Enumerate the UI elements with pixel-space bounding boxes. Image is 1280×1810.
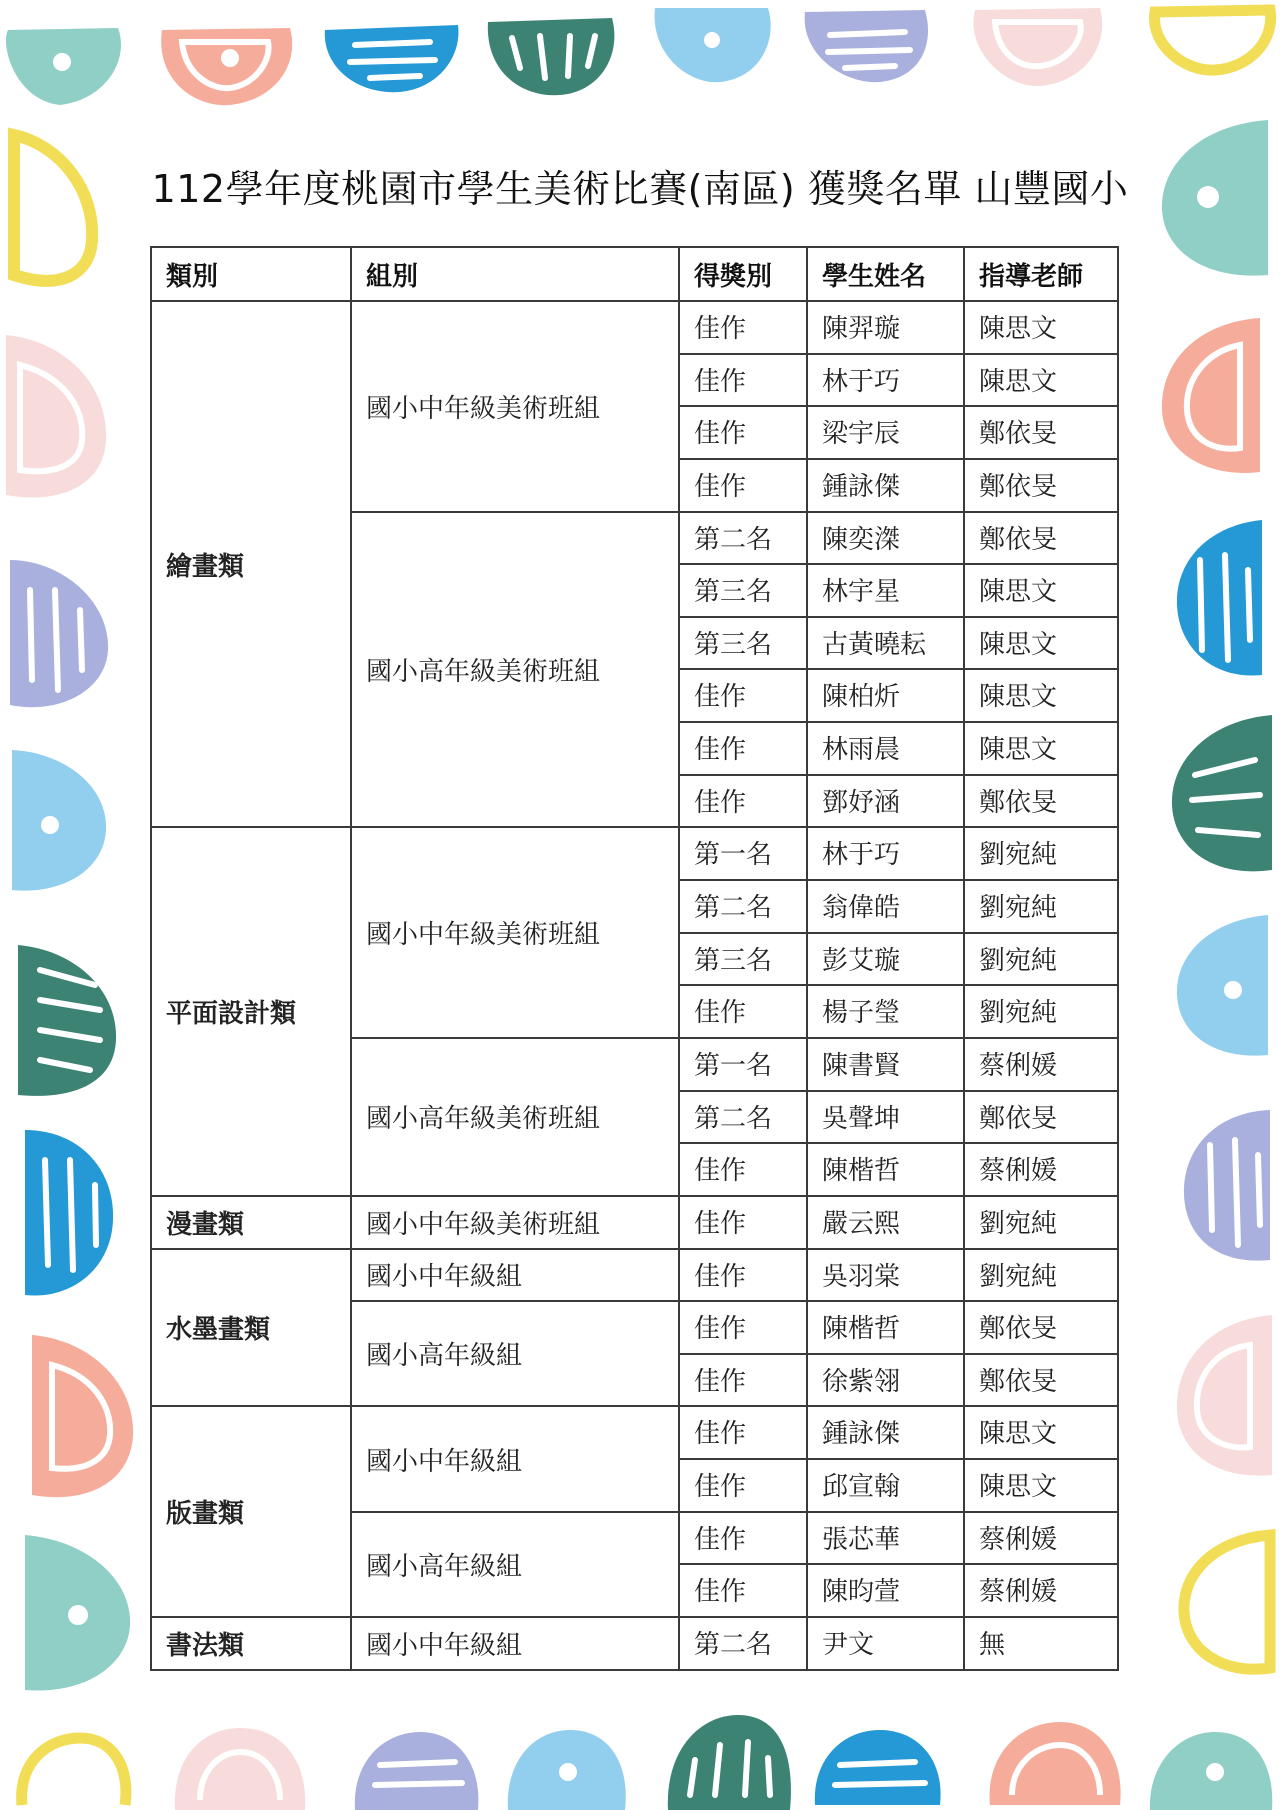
group-cell: 國小高年級美術班組 — [351, 512, 679, 828]
instructor-cell: 陳思文 — [964, 564, 1118, 617]
award-cell: 佳作 — [679, 406, 807, 459]
award-cell: 佳作 — [679, 1249, 807, 1302]
instructor-cell: 劉宛純 — [964, 933, 1118, 986]
category-cell: 水墨畫類 — [151, 1249, 351, 1407]
student-name-cell: 吳羽棠 — [807, 1249, 964, 1302]
skyblue-dome-shape — [1177, 915, 1268, 1056]
category-cell: 漫畫類 — [151, 1196, 351, 1249]
awards-table — [150, 246, 1119, 1671]
category-cell: 版畫類 — [151, 1406, 351, 1617]
award-cell: 第三名 — [679, 933, 807, 986]
student-name-cell: 陳奕滐 — [807, 512, 964, 565]
student-name-cell: 徐紫翎 — [807, 1354, 964, 1407]
student-name-cell: 翁偉皓 — [807, 880, 964, 933]
group-cell: 國小中年級美術班組 — [351, 827, 679, 1038]
award-cell: 佳作 — [679, 722, 807, 775]
instructor-cell: 陳思文 — [964, 722, 1118, 775]
header-award: 得獎別 — [679, 247, 807, 301]
award-cell: 第三名 — [679, 564, 807, 617]
award-cell: 佳作 — [679, 301, 807, 354]
lavender-striped-shape — [805, 10, 928, 82]
award-cell: 佳作 — [679, 1354, 807, 1407]
student-name-cell: 陳昀萱 — [807, 1564, 964, 1617]
award-cell: 第二名 — [679, 1617, 807, 1670]
instructor-cell: 蔡俐媛 — [964, 1038, 1118, 1091]
instructor-cell: 劉宛純 — [964, 1196, 1118, 1249]
instructor-cell: 鄭依旻 — [964, 1091, 1118, 1144]
award-cell: 第一名 — [679, 1038, 807, 1091]
group-cell: 國小高年級組 — [351, 1301, 679, 1406]
palepink-spiral-shape — [1177, 1315, 1272, 1476]
award-cell: 佳作 — [679, 1143, 807, 1196]
palepink-spiral-shape — [175, 1728, 305, 1810]
header-instructor: 指導老師 — [964, 247, 1118, 301]
student-name-cell: 張芯華 — [807, 1512, 964, 1565]
student-name-cell: 林宇星 — [807, 564, 964, 617]
student-name-cell: 楊子瑩 — [807, 985, 964, 1038]
category-cell: 書法類 — [151, 1617, 351, 1670]
student-name-cell: 林于巧 — [807, 827, 964, 880]
student-name-cell: 陳書賢 — [807, 1038, 964, 1091]
table-row — [151, 1406, 1118, 1459]
student-name-cell: 邱宣翰 — [807, 1459, 964, 1512]
green-fan-shape — [18, 945, 116, 1096]
student-name-cell: 陳柏炘 — [807, 669, 964, 722]
header-student-name: 學生姓名 — [807, 247, 964, 301]
instructor-cell: 鄭依旻 — [964, 406, 1118, 459]
pink-spiral-shape — [32, 1335, 133, 1497]
blue-striped-shape — [815, 1730, 941, 1805]
instructor-cell: 鄭依旻 — [964, 459, 1118, 512]
table-row — [151, 1617, 1118, 1670]
award-cell: 佳作 — [679, 669, 807, 722]
yellow-outline-shape — [14, 135, 92, 281]
instructor-cell: 陳思文 — [964, 669, 1118, 722]
award-cell: 佳作 — [679, 985, 807, 1038]
category-cell: 繪畫類 — [151, 301, 351, 827]
green-fan-shape — [488, 18, 615, 95]
instructor-cell: 劉宛純 — [964, 985, 1118, 1038]
student-name-cell: 吳聲坤 — [807, 1091, 964, 1144]
award-cell: 佳作 — [679, 775, 807, 828]
student-name-cell: 林雨晨 — [807, 722, 964, 775]
yellow-outline-shape — [22, 1738, 126, 1805]
award-cell: 佳作 — [679, 1301, 807, 1354]
instructor-cell: 蔡俐媛 — [964, 1143, 1118, 1196]
group-cell: 國小中年級美術班組 — [351, 301, 679, 512]
table-row — [151, 827, 1118, 880]
instructor-cell: 劉宛純 — [964, 827, 1118, 880]
page-title: 112學年度桃園市學生美術比賽(南區) 獲獎名單 山豐國小 — [151, 167, 1129, 211]
student-name-cell: 嚴云熙 — [807, 1196, 964, 1249]
student-name-cell: 鍾詠傑 — [807, 1406, 964, 1459]
award-cell: 佳作 — [679, 1564, 807, 1617]
instructor-cell: 陳思文 — [964, 617, 1118, 670]
award-cell: 佳作 — [679, 1406, 807, 1459]
group-cell: 國小中年級美術班組 — [351, 1196, 679, 1249]
student-name-cell: 古黃曉耘 — [807, 617, 964, 670]
group-cell: 國小高年級美術班組 — [351, 1038, 679, 1196]
pink-spiral-shape — [1162, 318, 1260, 473]
student-name-cell: 鍾詠傑 — [807, 459, 964, 512]
award-cell: 佳作 — [679, 459, 807, 512]
instructor-cell: 陳思文 — [964, 301, 1118, 354]
skyblue-dome-shape — [12, 750, 106, 891]
instructor-cell: 陳思文 — [964, 354, 1118, 407]
award-cell: 第二名 — [679, 880, 807, 933]
award-cell: 佳作 — [679, 354, 807, 407]
award-cell: 第二名 — [679, 1091, 807, 1144]
header-category: 類別 — [151, 247, 351, 301]
instructor-cell: 劉宛純 — [964, 1249, 1118, 1302]
yellow-outline-shape — [1155, 10, 1271, 70]
instructor-cell: 鄭依旻 — [964, 1354, 1118, 1407]
table-header-row — [151, 247, 1118, 301]
table-row — [151, 1196, 1118, 1249]
student-name-cell: 陳楷哲 — [807, 1301, 964, 1354]
group-cell: 國小中年級組 — [351, 1406, 679, 1511]
group-cell: 國小中年級組 — [351, 1249, 679, 1302]
instructor-cell: 鄭依旻 — [964, 775, 1118, 828]
instructor-cell: 蔡俐媛 — [964, 1564, 1118, 1617]
award-cell: 佳作 — [679, 1459, 807, 1512]
instructor-cell: 陳思文 — [964, 1406, 1118, 1459]
student-name-cell: 梁宇辰 — [807, 406, 964, 459]
header-group: 組別 — [351, 247, 679, 301]
category-cell: 平面設計類 — [151, 827, 351, 1195]
award-cell: 佳作 — [679, 1512, 807, 1565]
instructor-cell: 劉宛純 — [964, 880, 1118, 933]
award-cell: 第一名 — [679, 827, 807, 880]
student-name-cell: 陳羿璇 — [807, 301, 964, 354]
instructor-cell: 無 — [964, 1617, 1118, 1670]
student-name-cell: 鄧妤涵 — [807, 775, 964, 828]
award-cell: 佳作 — [679, 1196, 807, 1249]
instructor-cell: 陳思文 — [964, 1459, 1118, 1512]
group-cell: 國小中年級組 — [351, 1617, 679, 1670]
group-cell: 國小高年級組 — [351, 1512, 679, 1617]
award-cell: 第三名 — [679, 617, 807, 670]
student-name-cell: 尹文 — [807, 1617, 964, 1670]
student-name-cell: 彭艾璇 — [807, 933, 964, 986]
table-row — [151, 1249, 1118, 1302]
award-cell: 第二名 — [679, 512, 807, 565]
lavender-striped-shape — [355, 1732, 479, 1810]
student-name-cell: 陳楷哲 — [807, 1143, 964, 1196]
yellow-outline-shape — [1184, 1535, 1270, 1669]
table-row — [151, 301, 1118, 354]
student-name-cell: 林于巧 — [807, 354, 964, 407]
instructor-cell: 蔡俐媛 — [964, 1512, 1118, 1565]
instructor-cell: 鄭依旻 — [964, 1301, 1118, 1354]
instructor-cell: 鄭依旻 — [964, 512, 1118, 565]
